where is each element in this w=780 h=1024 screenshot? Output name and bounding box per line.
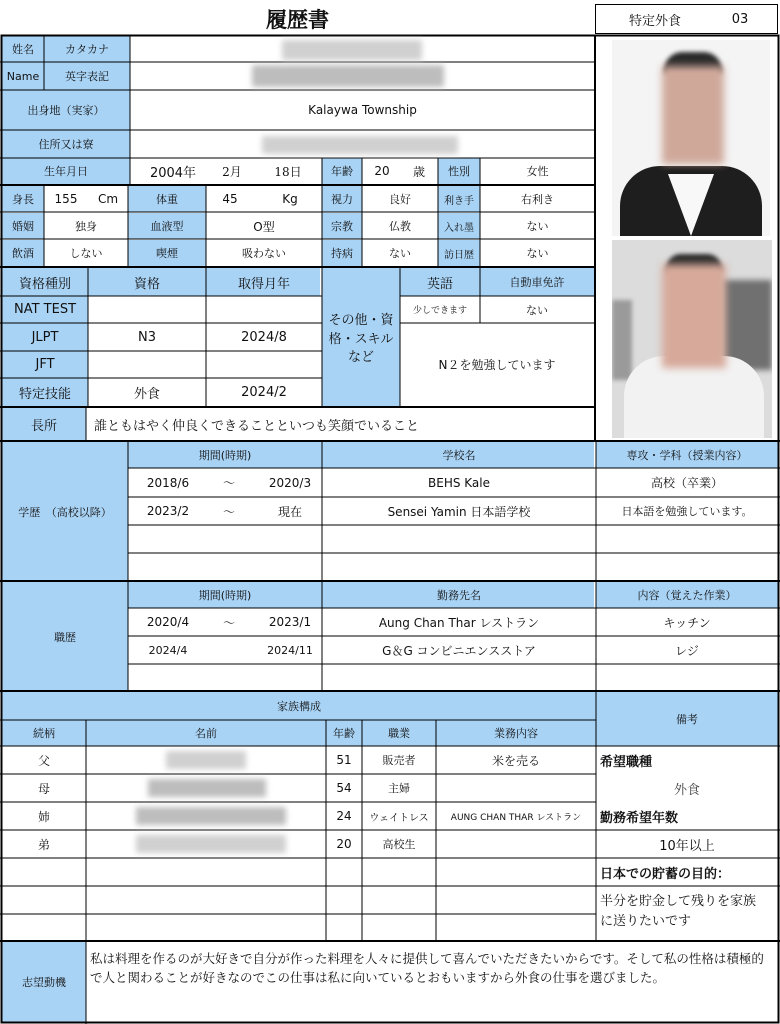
qual-type: JLPT bbox=[31, 329, 59, 345]
age-unit: 歳 bbox=[412, 164, 425, 179]
age-label: 年齢 bbox=[331, 165, 353, 178]
marriage-label: 婚姻 bbox=[12, 220, 34, 233]
desired-years-value: 10年以上 bbox=[659, 838, 715, 854]
edu-major: 日本語を勉強しています。 bbox=[621, 505, 753, 518]
edu-from: 2023/2 bbox=[146, 504, 190, 518]
redacted-family-name bbox=[136, 807, 286, 825]
qual-type-header: 資格種別 bbox=[18, 276, 71, 292]
savings-value: 半分を貯金して残りを家族に送りたいです bbox=[600, 894, 757, 930]
edu-to: 現在 bbox=[277, 504, 302, 519]
work-to: 2024/11 bbox=[267, 643, 313, 657]
birth-day: 18日 bbox=[274, 164, 302, 179]
family-job: 販売者 bbox=[382, 754, 416, 767]
height-label: 身長 bbox=[12, 193, 34, 206]
family-age: 20 bbox=[336, 837, 352, 851]
work-company-header: 勤務先名 bbox=[437, 589, 481, 602]
motivation-text: 私は料理を作るのが大好きで自分が作った料理を人々に提供して喜んでいただきたいからです。そして私の性格は積極的で人と関わることが好きなのでこの仕事は私に向いているとおもいますから外食の仕事を選びました。 bbox=[90, 951, 764, 985]
strength-label: 長所 bbox=[30, 418, 57, 434]
family-job: ウェイトレス bbox=[369, 812, 429, 824]
blood-label: 血液型 bbox=[150, 220, 184, 233]
education-label: 学歴 （高校以降） bbox=[18, 506, 112, 519]
family-name-header: 名前 bbox=[195, 727, 217, 740]
qual-year: 2024/8 bbox=[241, 329, 287, 345]
family-header: 家族構成 bbox=[277, 700, 321, 713]
birthplace-label: 出身地（実家） bbox=[27, 104, 105, 117]
visit-value: ない bbox=[526, 247, 549, 260]
marriage-value: 独身 bbox=[75, 220, 97, 233]
family-relation: 姉 bbox=[37, 809, 50, 824]
edu-period-header: 期間(時期) bbox=[198, 449, 252, 462]
license-header: 自動車免許 bbox=[509, 276, 565, 289]
name-label: 姓名 bbox=[12, 43, 34, 56]
document-number: 03 bbox=[731, 11, 749, 27]
katakana-label: カタカナ bbox=[65, 43, 109, 56]
smoke-value: 吸わない bbox=[242, 247, 286, 260]
work-to: 2023/1 bbox=[268, 615, 312, 629]
tattoo-value: ない bbox=[526, 220, 549, 233]
tattoo-label: 入れ墨 bbox=[444, 222, 474, 234]
edu-school-header: 学校名 bbox=[442, 449, 476, 462]
qual-type: NAT TEST bbox=[13, 302, 77, 317]
address-label: 住所又は寮 bbox=[38, 138, 94, 151]
name-en-label: Name bbox=[6, 69, 40, 83]
work-label: 職歴 bbox=[54, 631, 76, 644]
work-content: キッチン bbox=[663, 615, 711, 630]
casual-photo bbox=[612, 240, 772, 438]
edu-school: Sensei Yamin 日本語学校 bbox=[387, 504, 531, 519]
edu-school: BEHS Kale bbox=[428, 475, 490, 490]
family-job: 主婦 bbox=[388, 782, 410, 795]
weight-unit: Kg bbox=[282, 192, 298, 206]
other-skills-value: N２を勉強しています bbox=[438, 358, 556, 372]
illness-label: 持病 bbox=[331, 247, 353, 260]
edu-sep: ～ bbox=[222, 504, 235, 519]
age-value: 20 bbox=[374, 164, 390, 178]
qual-type: 特定技能 bbox=[18, 386, 71, 402]
motivation-label: 志望動機 bbox=[22, 976, 66, 989]
redacted-family-name bbox=[136, 835, 286, 853]
english-label: 英字表記 bbox=[65, 70, 109, 83]
sex-value: 女性 bbox=[526, 165, 549, 178]
birthplace-value: Kalaywa Township bbox=[308, 103, 417, 117]
family-age: 24 bbox=[336, 809, 352, 823]
english-header: 英語 bbox=[426, 276, 453, 292]
desired-job-value: 外食 bbox=[673, 782, 700, 798]
birth-year: 2004年 bbox=[149, 165, 197, 181]
qual-header: 資格 bbox=[133, 276, 160, 292]
family-age: 54 bbox=[336, 781, 352, 795]
birth-month: 2月 bbox=[222, 164, 242, 179]
religion-label: 宗教 bbox=[331, 220, 353, 233]
family-job: 高校生 bbox=[382, 838, 416, 851]
redacted-family-name bbox=[166, 751, 246, 769]
weight-value: 45 bbox=[222, 192, 238, 206]
category-label: 特定外食 bbox=[628, 13, 681, 29]
family-relation: 父 bbox=[37, 753, 50, 768]
edu-from: 2018/6 bbox=[146, 475, 190, 490]
drink-value: しない bbox=[69, 247, 103, 260]
work-content-header: 内容（覚えた作業） bbox=[637, 589, 737, 602]
visit-label: 訪日歴 bbox=[444, 249, 474, 261]
family-job-header: 職業 bbox=[388, 727, 410, 740]
notes-header: 備考 bbox=[676, 713, 698, 726]
other-skills-label: その他・資格・スキルなど bbox=[328, 312, 394, 366]
hand-value: 右利き bbox=[521, 193, 554, 206]
redacted-family-name bbox=[148, 779, 266, 797]
savings-label: 日本での貯蓄の目的： bbox=[600, 866, 731, 882]
work-from: 2020/4 bbox=[146, 615, 190, 629]
redacted-english-name bbox=[252, 65, 444, 87]
qual-type: JFT bbox=[35, 357, 55, 372]
desired-job-label: 希望職種 bbox=[600, 754, 653, 770]
blood-value: O型 bbox=[253, 219, 275, 234]
family-relation: 母 bbox=[37, 781, 50, 796]
work-content: レジ bbox=[675, 643, 699, 658]
work-sep: ～ bbox=[222, 615, 235, 630]
weight-label: 体重 bbox=[156, 193, 178, 206]
family-work-header: 業務内容 bbox=[494, 727, 538, 740]
work-company: Aung Chan Thar レストラン bbox=[378, 615, 540, 630]
edu-major-header: 専攻・学科（授業内容） bbox=[626, 449, 748, 462]
drink-label: 飲酒 bbox=[12, 247, 34, 260]
strength-value: 誰ともはやく仲良くできることといつも笑顔でいること bbox=[94, 418, 420, 434]
portrait-photo bbox=[612, 40, 770, 236]
edu-major: 高校（卒業） bbox=[650, 476, 723, 490]
license-value: ない bbox=[526, 303, 548, 317]
work-company: G＆G コンビニエンスストア bbox=[382, 643, 536, 658]
hand-label: 利き手 bbox=[444, 195, 474, 207]
family-age-header: 年齢 bbox=[333, 727, 355, 740]
redacted-address bbox=[262, 136, 458, 154]
illness-value: ない bbox=[389, 247, 411, 260]
redacted-katakana-name bbox=[282, 40, 422, 60]
edu-to: 2020/3 bbox=[268, 475, 312, 490]
document-title: 履歴書 bbox=[266, 8, 329, 32]
sex-label: 性別 bbox=[448, 165, 470, 178]
work-period-header: 期間(時期) bbox=[198, 589, 252, 602]
height-unit: Cm bbox=[97, 192, 119, 206]
religion-value: 仏教 bbox=[389, 220, 411, 233]
qual-year-header: 取得月年 bbox=[237, 276, 290, 292]
qual-value: 外食 bbox=[133, 386, 160, 402]
qual-year: 2024/2 bbox=[241, 384, 287, 400]
sight-label: 視力 bbox=[331, 193, 353, 206]
birth-label: 生年月日 bbox=[44, 165, 88, 178]
height-value: 155 bbox=[54, 192, 78, 206]
family-age: 51 bbox=[336, 753, 352, 767]
family-work: 米を売る bbox=[491, 753, 540, 768]
family-work: AUNG CHAN THAR レストラン bbox=[450, 812, 582, 823]
english-value: 少しできます bbox=[412, 306, 467, 316]
edu-sep: ～ bbox=[222, 476, 235, 490]
family-relation-header: 続柄 bbox=[33, 727, 55, 740]
qual-value: N3 bbox=[138, 329, 156, 345]
smoke-label: 喫煙 bbox=[156, 247, 178, 260]
family-relation: 弟 bbox=[37, 837, 50, 852]
work-from: 2024/4 bbox=[148, 643, 188, 657]
desired-years-label: 勤務希望年数 bbox=[600, 810, 679, 826]
sight-value: 良好 bbox=[389, 193, 411, 206]
